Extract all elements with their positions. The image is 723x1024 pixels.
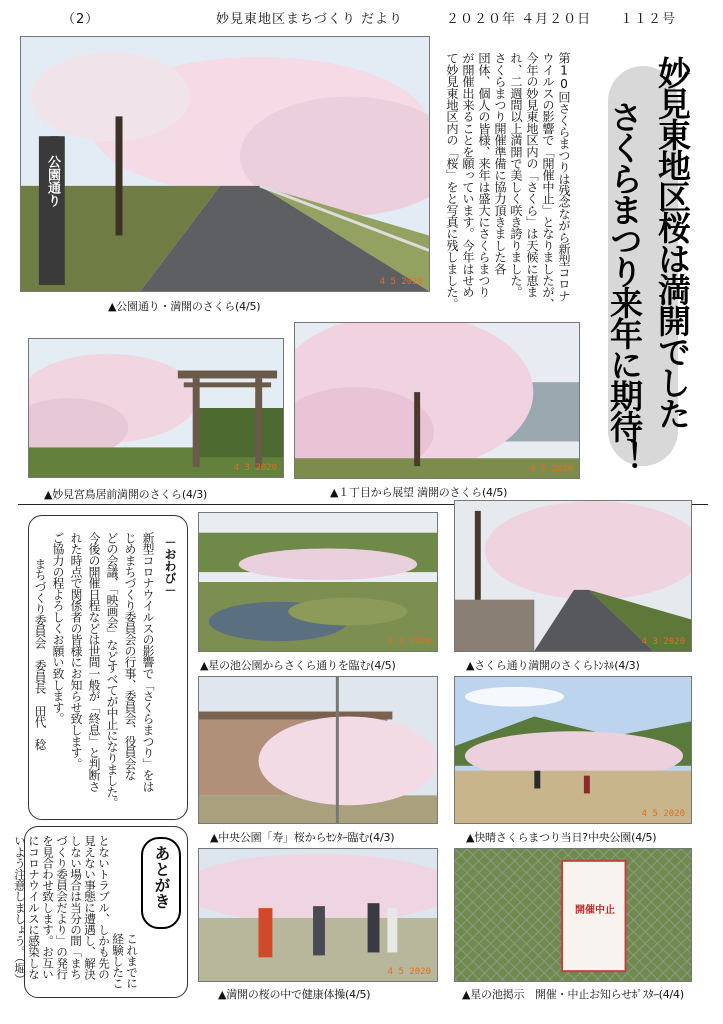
article-line: ウイルスの影響で「開催中止」となりましたが、 — [541, 52, 555, 310]
afterword-line: これまでに — [125, 933, 139, 989]
article-line: 団体、個人の皆様、来年は盛大にさくらまつり — [477, 52, 491, 298]
article-line: が開催出来ることを願っています。今年はせめ — [461, 52, 475, 298]
apology-line: ご協力の程よろしくお願い致します。 — [51, 532, 65, 725]
apology-line: 今後の開催日程などは世間一般が「終息」と判断さ — [87, 532, 101, 792]
photo-park-road — [20, 36, 430, 292]
apology-line: れた時点で関係者の皆様にお知らせ致します。 — [69, 532, 83, 770]
headline-line2: さくらまつり来年に期待！ — [605, 100, 644, 472]
afterword-line: にコロナウイルスに感染しな — [27, 835, 41, 980]
article-body — [444, 52, 572, 322]
article-line: れ、二週間以上満開で美しく咲き誇りました。 — [509, 52, 523, 298]
headline-line1: 妙見東地区桜は満開でした — [653, 56, 692, 428]
afterword-line: いよう注意しましょう。（堀） — [13, 835, 27, 985]
headline-block — [590, 56, 712, 476]
photo-poster-fence — [454, 848, 692, 982]
apology-title: －おわび－ — [163, 536, 177, 596]
photo-caption-tunnel: ▲さくら通り満開のさくらﾄﾝﾈﾙ(4/3) — [466, 659, 640, 672]
photo-caption-poster: ▲星の池掲示 開催・中止お知らせﾎﾟｽﾀｰ(4/4) — [462, 988, 684, 1001]
photo-date-stamp: 4 5 2020 — [387, 637, 431, 647]
photo-caption-view: ▲１丁目から展望 満開のさくら(4/5) — [330, 486, 508, 499]
afterword-line: とないトラブル、しかも先の — [97, 835, 111, 980]
afterword-line: 見えない事態に遭遇し、解決 — [83, 835, 97, 980]
afterword-box — [13, 826, 188, 998]
apology-body — [31, 532, 157, 809]
apology-box — [28, 515, 188, 820]
afterword-line: づくり委員会だより」の発行 — [55, 835, 69, 980]
afterword-title: あとがき — [152, 845, 171, 909]
photo-caption-park-road: ▲公園通り・満開のさくら(4/5) — [108, 300, 261, 313]
poster-text: 開催中止 — [575, 905, 615, 916]
photo-central-park-center — [198, 676, 438, 824]
photo-date-stamp: 4 3 2020 — [641, 637, 685, 647]
photo-caption-shrine: ▲妙見宮鳥居前満開のさくら(4/3) — [44, 488, 208, 501]
afterword-line: 経験したこ — [111, 933, 125, 989]
article-line: 今年の妙見東地区内の「さくら」は天候に恵ま — [525, 52, 539, 298]
photo-date-stamp: 4 5 2020 — [641, 809, 685, 819]
photo-shrine-gate — [28, 338, 284, 478]
newsletter-title: 妙見東地区まちづくり だより — [216, 12, 404, 27]
apology-line: じめまちづくり委員会の行事、委員会、役員会な — [123, 532, 137, 781]
page-number: （2） — [62, 12, 100, 27]
article-line: さくらまつり開催準備に協力頂きました各 — [493, 52, 507, 275]
photo-caption-central-sunny: ▲快晴さくらまつり当日?中央公園(4/5) — [466, 831, 657, 844]
apology-line: 新型コロナウイルスの影響で「さくらまつり」をは — [141, 532, 155, 792]
afterword-line: を見合わせ致します。お互い — [41, 835, 55, 980]
photo-date-stamp: 4 3 2020 — [233, 463, 277, 473]
photo-date-stamp: 4 5 2020 — [387, 967, 431, 977]
park-road-sign: 公園通り — [45, 155, 60, 207]
issue-number: １１２号 — [620, 12, 677, 27]
afterword-body — [13, 835, 139, 993]
photo-caption-central-center: ▲中央公園「寿」桜からｾﾝﾀｰ臨む(4/3) — [210, 831, 395, 844]
photo-date-stamp: 4 5 2020 — [379, 277, 423, 287]
photo-exercise — [198, 848, 438, 982]
photo-caption-hoshinoike: ▲星の池公園からさくら通りを臨む(4/5) — [200, 659, 396, 672]
afterword-line: しない場合は当分の間「まち — [69, 835, 83, 980]
article-line: 第10回さくらまつりは残念ながら新型コロナ — [557, 52, 571, 302]
photo-caption-exercise: ▲満開の桜の中で健康体操(4/5) — [218, 988, 371, 1001]
photo-view-1chome — [294, 322, 580, 479]
apology-signature: まちづくり委員会 委員長 田代 稔 — [33, 558, 47, 751]
photo-central-park-sunny — [454, 676, 692, 824]
photo-sakura-tunnel — [454, 500, 692, 652]
apology-line: どの会議、「映画会」などすべてが中止になりました。 — [105, 532, 119, 809]
photo-date-stamp: 4 5 2020 — [529, 464, 573, 474]
article-line: て妙見東地区内の「桜」をと写真に残しました。 — [445, 52, 459, 310]
photo-hoshinoike-park — [198, 512, 438, 652]
issue-date: ２０２０年 ４月２０日 — [446, 12, 592, 27]
